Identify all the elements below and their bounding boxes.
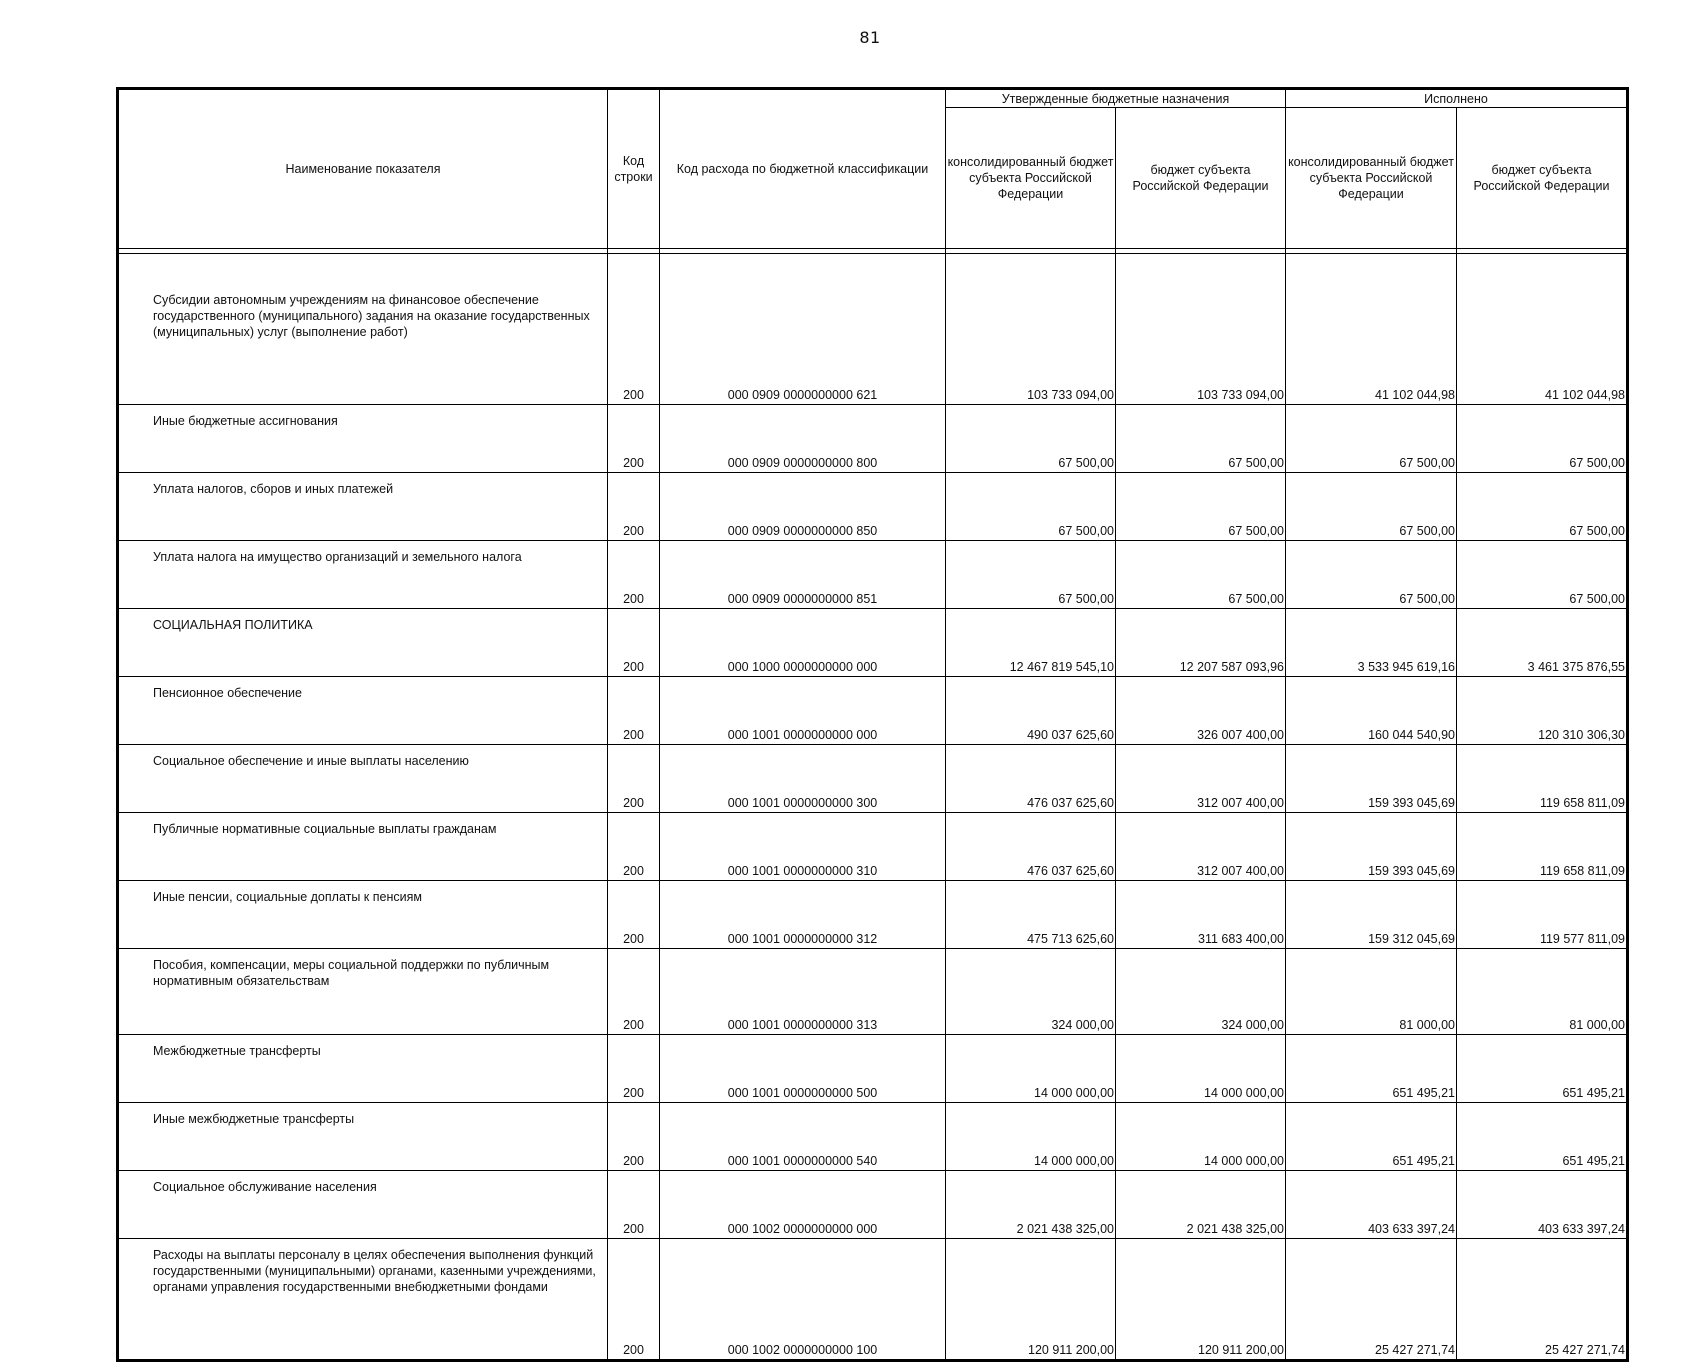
row-executed-subject-cell: 3 461 375 876,55 <box>1457 609 1628 677</box>
row-approved-consolidated-cell: 490 037 625,60 <box>946 677 1116 745</box>
header-line-code: Код строки <box>608 89 660 249</box>
table-row <box>118 1103 1628 1171</box>
row-line-code-cell: 200 <box>608 949 660 1035</box>
row-name-cell: Социальное обеспечение и иные выплаты населению <box>118 745 608 813</box>
row-executed-consolidated-cell: 67 500,00 <box>1286 405 1457 473</box>
table-row <box>118 254 1628 405</box>
row-line-code-cell: 200 <box>608 254 660 405</box>
header-executed-subject: бюджет субъекта Российской Федерации <box>1457 108 1628 249</box>
row-approved-subject-cell: 120 911 200,00 <box>1116 1239 1286 1361</box>
row-approved-consolidated-cell: 324 000,00 <box>946 949 1116 1035</box>
row-line-code-cell: 200 <box>608 473 660 541</box>
row-approved-subject-cell: 2 021 438 325,00 <box>1116 1171 1286 1239</box>
row-approved-subject-cell: 67 500,00 <box>1116 541 1286 609</box>
row-executed-consolidated-cell: 81 000,00 <box>1286 949 1457 1035</box>
row-name-cell: Межбюджетные трансферты <box>118 1035 608 1103</box>
row-executed-subject-cell: 119 577 811,09 <box>1457 881 1628 949</box>
row-executed-consolidated-cell: 67 500,00 <box>1286 473 1457 541</box>
row-approved-consolidated-cell: 120 911 200,00 <box>946 1239 1116 1361</box>
row-executed-subject-cell: 81 000,00 <box>1457 949 1628 1035</box>
row-name-cell: Уплата налога на имущество организаций и земельного налога <box>118 541 608 609</box>
row-executed-subject-cell: 651 495,21 <box>1457 1035 1628 1103</box>
row-budget-code-cell: 000 1001 0000000000 540 <box>660 1103 946 1171</box>
row-line-code-cell: 200 <box>608 1035 660 1103</box>
row-executed-subject-cell: 119 658 811,09 <box>1457 745 1628 813</box>
row-approved-consolidated-cell: 14 000 000,00 <box>946 1103 1116 1171</box>
budget-execution-table <box>116 87 1629 1362</box>
row-executed-consolidated-cell: 159 393 045,69 <box>1286 813 1457 881</box>
row-line-code-cell: 200 <box>608 1103 660 1171</box>
table-body <box>118 249 1628 1361</box>
row-approved-consolidated-cell: 67 500,00 <box>946 541 1116 609</box>
table-row <box>118 1239 1628 1361</box>
row-approved-subject-cell: 311 683 400,00 <box>1116 881 1286 949</box>
header-approved-subject: бюджет субъекта Российской Федерации <box>1116 108 1286 249</box>
row-approved-consolidated-cell: 475 713 625,60 <box>946 881 1116 949</box>
row-name-cell: Социальное обслуживание населения <box>118 1171 608 1239</box>
row-approved-consolidated-cell: 476 037 625,60 <box>946 813 1116 881</box>
row-name-cell: Субсидии автономным учреждениям на финансовое обеспечение государственного (муниципального) задания на оказание государственных (муниципальных) услуг (выполнение работ) <box>118 254 608 405</box>
row-executed-consolidated-cell: 3 533 945 619,16 <box>1286 609 1457 677</box>
page-number: 81 <box>859 28 881 47</box>
row-approved-subject-cell: 67 500,00 <box>1116 473 1286 541</box>
row-budget-code-cell: 000 0909 0000000000 621 <box>660 254 946 405</box>
row-approved-consolidated-cell: 476 037 625,60 <box>946 745 1116 813</box>
row-approved-consolidated-cell: 67 500,00 <box>946 405 1116 473</box>
row-executed-consolidated-cell: 159 312 045,69 <box>1286 881 1457 949</box>
row-line-code-cell: 200 <box>608 677 660 745</box>
row-executed-subject-cell: 403 633 397,24 <box>1457 1171 1628 1239</box>
row-budget-code-cell: 000 1000 0000000000 000 <box>660 609 946 677</box>
table-row <box>118 609 1628 677</box>
row-name-cell: Иные пенсии, социальные доплаты к пенсиям <box>118 881 608 949</box>
row-name-cell: Уплата налогов, сборов и иных платежей <box>118 473 608 541</box>
row-line-code-cell: 200 <box>608 405 660 473</box>
row-budget-code-cell: 000 1001 0000000000 313 <box>660 949 946 1035</box>
row-approved-subject-cell: 324 000,00 <box>1116 949 1286 1035</box>
table-row <box>118 949 1628 1035</box>
row-line-code-cell: 200 <box>608 541 660 609</box>
row-budget-code-cell: 000 1001 0000000000 310 <box>660 813 946 881</box>
row-budget-code-cell: 000 1001 0000000000 300 <box>660 745 946 813</box>
header-budget-code: Код расхода по бюджетной классификации <box>660 89 946 249</box>
row-approved-subject-cell: 12 207 587 093,96 <box>1116 609 1286 677</box>
row-approved-subject-cell: 103 733 094,00 <box>1116 254 1286 405</box>
row-executed-subject-cell: 67 500,00 <box>1457 473 1628 541</box>
table-row <box>118 473 1628 541</box>
row-budget-code-cell: 000 0909 0000000000 800 <box>660 405 946 473</box>
row-approved-consolidated-cell: 67 500,00 <box>946 473 1116 541</box>
row-line-code-cell: 200 <box>608 1239 660 1361</box>
row-budget-code-cell: 000 1002 0000000000 100 <box>660 1239 946 1361</box>
table-row <box>118 881 1628 949</box>
row-name-cell: СОЦИАЛЬНАЯ ПОЛИТИКА <box>118 609 608 677</box>
table-row <box>118 677 1628 745</box>
row-line-code-cell: 200 <box>608 813 660 881</box>
row-executed-subject-cell: 120 310 306,30 <box>1457 677 1628 745</box>
row-executed-consolidated-cell: 651 495,21 <box>1286 1035 1457 1103</box>
row-approved-consolidated-cell: 14 000 000,00 <box>946 1035 1116 1103</box>
row-executed-consolidated-cell: 25 427 271,74 <box>1286 1239 1457 1361</box>
row-approved-subject-cell: 312 007 400,00 <box>1116 745 1286 813</box>
row-executed-subject-cell: 651 495,21 <box>1457 1103 1628 1171</box>
row-executed-subject-cell: 67 500,00 <box>1457 405 1628 473</box>
table-row <box>118 1035 1628 1103</box>
table-header <box>118 89 1628 249</box>
header-approved-group: Утвержденные бюджетные назначения <box>946 89 1286 108</box>
row-budget-code-cell: 000 1002 0000000000 000 <box>660 1171 946 1239</box>
row-budget-code-cell: 000 1001 0000000000 000 <box>660 677 946 745</box>
row-name-cell: Публичные нормативные социальные выплаты гражданам <box>118 813 608 881</box>
row-executed-consolidated-cell: 403 633 397,24 <box>1286 1171 1457 1239</box>
row-budget-code-cell: 000 1001 0000000000 312 <box>660 881 946 949</box>
row-executed-subject-cell: 25 427 271,74 <box>1457 1239 1628 1361</box>
row-name-cell: Иные межбюджетные трансферты <box>118 1103 608 1171</box>
row-approved-consolidated-cell: 103 733 094,00 <box>946 254 1116 405</box>
row-name-cell: Иные бюджетные ассигнования <box>118 405 608 473</box>
row-name-cell: Расходы на выплаты персоналу в целях обеспечения выполнения функций государственными (муниципальными) органами, казенными учреждениями, органами управления государственными внебюджетными фондами <box>118 1239 608 1361</box>
table-row <box>118 813 1628 881</box>
row-line-code-cell: 200 <box>608 745 660 813</box>
header-executed-consolidated: консолидированный бюджет субъекта Российской Федерации <box>1286 108 1457 249</box>
row-name-cell: Пенсионное обеспечение <box>118 677 608 745</box>
row-approved-subject-cell: 14 000 000,00 <box>1116 1103 1286 1171</box>
row-line-code-cell: 200 <box>608 1171 660 1239</box>
row-approved-subject-cell: 67 500,00 <box>1116 405 1286 473</box>
row-budget-code-cell: 000 1001 0000000000 500 <box>660 1035 946 1103</box>
row-name-cell: Пособия, компенсации, меры социальной поддержки по публичным нормативным обязательствам <box>118 949 608 1035</box>
row-budget-code-cell: 000 0909 0000000000 850 <box>660 473 946 541</box>
row-approved-subject-cell: 312 007 400,00 <box>1116 813 1286 881</box>
row-approved-consolidated-cell: 2 021 438 325,00 <box>946 1171 1116 1239</box>
row-executed-consolidated-cell: 159 393 045,69 <box>1286 745 1457 813</box>
row-approved-subject-cell: 14 000 000,00 <box>1116 1035 1286 1103</box>
header-approved-consolidated: консолидированный бюджет субъекта Российской Федерации <box>946 108 1116 249</box>
row-approved-subject-cell: 326 007 400,00 <box>1116 677 1286 745</box>
row-executed-subject-cell: 41 102 044,98 <box>1457 254 1628 405</box>
row-executed-consolidated-cell: 651 495,21 <box>1286 1103 1457 1171</box>
table-row <box>118 745 1628 813</box>
header-indicator-name: Наименование показателя <box>118 89 608 249</box>
table-row <box>118 541 1628 609</box>
table-row <box>118 405 1628 473</box>
table-row <box>118 1171 1628 1239</box>
row-approved-consolidated-cell: 12 467 819 545,10 <box>946 609 1116 677</box>
row-executed-subject-cell: 119 658 811,09 <box>1457 813 1628 881</box>
row-line-code-cell: 200 <box>608 881 660 949</box>
header-executed-group: Исполнено <box>1286 89 1628 108</box>
row-executed-consolidated-cell: 41 102 044,98 <box>1286 254 1457 405</box>
row-line-code-cell: 200 <box>608 609 660 677</box>
row-executed-subject-cell: 67 500,00 <box>1457 541 1628 609</box>
row-executed-consolidated-cell: 160 044 540,90 <box>1286 677 1457 745</box>
row-budget-code-cell: 000 0909 0000000000 851 <box>660 541 946 609</box>
row-executed-consolidated-cell: 67 500,00 <box>1286 541 1457 609</box>
